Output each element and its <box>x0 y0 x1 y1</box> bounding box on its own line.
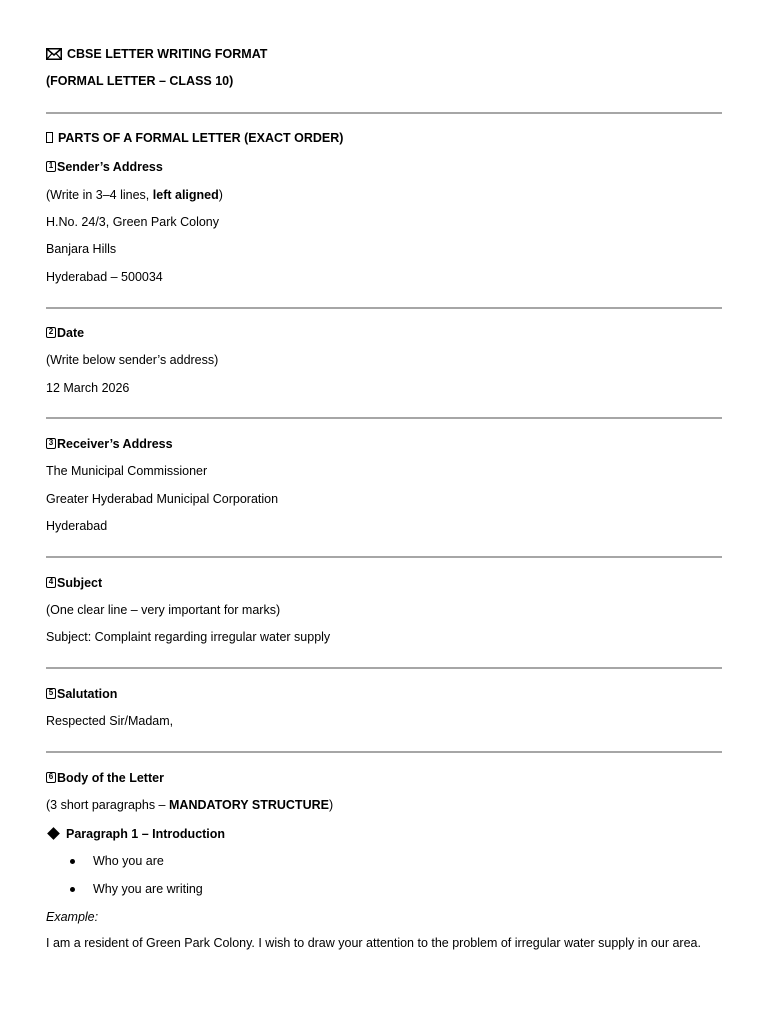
divider <box>46 667 722 669</box>
body-note: (3 short paragraphs – MANDATORY STRUCTURE) <box>46 798 334 812</box>
number-2-icon: 2 <box>46 327 56 338</box>
number-6-icon: 6 <box>46 772 56 783</box>
number-1-icon: 1 <box>46 161 56 172</box>
document-subtitle: (FORMAL LETTER – CLASS 10) <box>46 74 234 88</box>
sender-note: (Write in 3–4 lines, left aligned) <box>46 188 223 202</box>
subject-value: Subject: Complaint regarding irregular water supply <box>46 630 331 644</box>
divider <box>46 417 722 419</box>
salutation-value: Respected Sir/Madam, <box>46 714 174 728</box>
number-4-icon: 4 <box>46 577 56 588</box>
date-heading: 2 Date <box>46 325 726 341</box>
sender-address-line: Hyderabad – 500034 <box>46 270 163 284</box>
divider <box>46 112 722 114</box>
subject-heading: 4 Subject <box>46 575 726 591</box>
date-note: (Write below sender’s address) <box>46 353 219 367</box>
sender-address-line: H.No. 24/3, Green Park Colony <box>46 215 219 229</box>
date-value: 12 March 2026 <box>46 381 130 395</box>
sender-heading: 1 Sender’s Address <box>46 159 726 175</box>
salutation-heading: 5 Salutation <box>46 686 726 702</box>
receiver-address-line: Greater Hyderabad Municipal Corporation <box>46 492 279 506</box>
body-heading: 6 Body of the Letter <box>46 770 726 786</box>
list-item: Why you are writing <box>93 882 203 896</box>
list-item: Who you are <box>93 854 164 868</box>
divider <box>46 556 722 558</box>
number-5-icon: 5 <box>46 688 56 699</box>
divider <box>46 307 722 309</box>
bullet-icon <box>70 859 75 864</box>
parts-heading: PARTS OF A FORMAL LETTER (EXACT ORDER) <box>46 130 726 146</box>
divider <box>46 751 722 753</box>
number-3-icon: 3 <box>46 438 56 449</box>
document-title: CBSE LETTER WRITING FORMAT <box>46 46 726 62</box>
example-label: Example: <box>46 910 99 924</box>
receiver-address-line: The Municipal Commissioner <box>46 464 208 478</box>
bullet-icon <box>70 887 75 892</box>
sender-address-line: Banjara Hills <box>46 242 117 256</box>
paragraph-heading: Paragraph 1 – Introduction <box>46 826 726 842</box>
missing-glyph-icon <box>46 132 53 143</box>
diamond-bullet-icon <box>47 827 60 840</box>
receiver-heading: 3 Receiver’s Address <box>46 436 726 452</box>
subject-note: (One clear line – very important for marks) <box>46 603 281 617</box>
envelope-icon <box>46 48 62 60</box>
example-text: I am a resident of Green Park Colony. I wish to draw your attention to the problem of irregular water supply in our area. <box>46 936 701 950</box>
receiver-address-line: Hyderabad <box>46 519 108 533</box>
